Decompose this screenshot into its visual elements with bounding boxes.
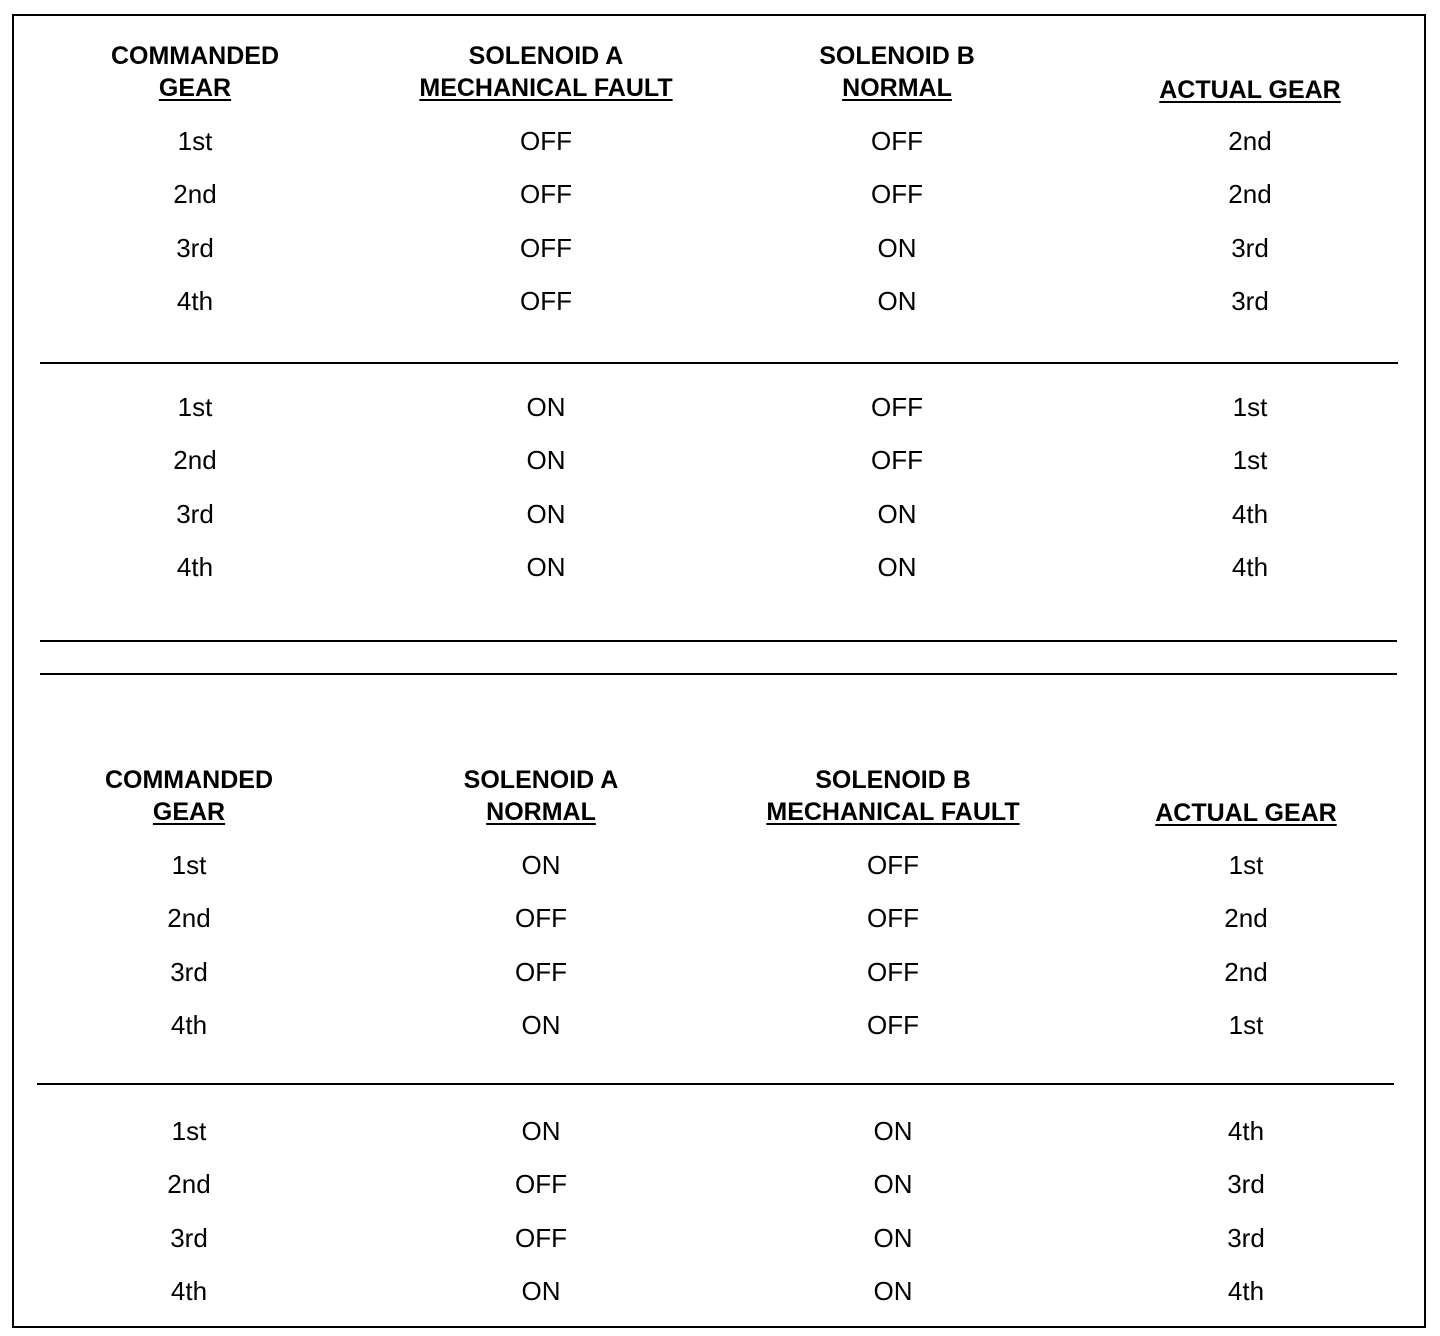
- actual-gear-cell: 3rd: [1231, 232, 1269, 263]
- solenoid-a-cell: ON: [526, 445, 566, 476]
- header-line-1: SOLENOID B: [819, 42, 975, 70]
- commanded-gear-cell: 4th: [176, 285, 214, 316]
- actual-gear-cell: 2nd: [1224, 903, 1268, 934]
- solenoid-a-cell: OFF: [520, 126, 572, 156]
- header-line-1: SOLENOID B: [815, 766, 971, 794]
- header-actual-gear: ACTUAL GEAR: [1159, 76, 1341, 104]
- solenoid-a-cell: ON: [526, 498, 566, 529]
- commanded-gear-cell: 1st: [177, 392, 213, 422]
- commanded-gear-cell: 1st: [171, 1116, 207, 1146]
- solenoid-a-cell: ON: [521, 1116, 561, 1146]
- commanded-gear-cell: 2nd: [167, 903, 211, 934]
- solenoid-a-cell: OFF: [520, 232, 572, 263]
- actual-gear-cell: 4th: [1227, 1275, 1265, 1306]
- solenoid-b-cell: OFF: [871, 126, 923, 156]
- commanded-gear-cell: 3rd: [176, 232, 214, 263]
- solenoid-b-cell: ON: [877, 551, 917, 582]
- actual-gear-cell: 2nd: [1228, 179, 1272, 210]
- commanded-gear-cell: 3rd: [170, 1222, 208, 1253]
- solenoid-b-cell: ON: [873, 1222, 913, 1253]
- actual-gear-cell: 3rd: [1227, 1169, 1265, 1200]
- header-commanded: [0, 40, 395, 104]
- solenoid-b-cell: OFF: [867, 850, 919, 880]
- solenoid-a-cell: OFF: [520, 285, 572, 316]
- actual-gear-cell: 3rd: [1231, 285, 1269, 316]
- header-line-1: SOLENOID A: [463, 766, 619, 794]
- solenoid-b-cell: ON: [873, 1116, 913, 1146]
- actual-gear-cell: 1st: [1228, 1009, 1264, 1040]
- header-line-1: COMMANDED: [110, 42, 280, 70]
- actual-gear-cell: 4th: [1231, 498, 1269, 529]
- header-line-2: NORMAL: [842, 74, 952, 102]
- commanded-gear-cell: 3rd: [176, 498, 214, 529]
- header-line-1: SOLENOID A: [468, 42, 624, 70]
- header-line-1: COMMANDED: [104, 766, 274, 794]
- header-line-2: GEAR: [152, 798, 226, 826]
- actual-gear-cell: 1st: [1228, 850, 1264, 880]
- actual-gear-cell: 2nd: [1224, 956, 1268, 987]
- solenoid-b-cell: OFF: [871, 179, 923, 210]
- header-solenoid-a: [341, 764, 741, 828]
- commanded-gear-cell: 4th: [176, 551, 214, 582]
- commanded-gear-cell: 2nd: [167, 1169, 211, 1200]
- solenoid-b-cell: OFF: [867, 1009, 919, 1040]
- commanded-gear-cell: 2nd: [173, 445, 217, 476]
- solenoid-b-cell: ON: [877, 285, 917, 316]
- header-commanded: [0, 764, 389, 828]
- solenoid-a-cell: OFF: [515, 1222, 567, 1253]
- header-line-2: MECHANICAL FAULT: [419, 74, 673, 102]
- header-solenoid-b: [693, 764, 1093, 828]
- solenoid-b-cell: ON: [873, 1275, 913, 1306]
- solenoid-b-cell: OFF: [871, 392, 923, 422]
- solenoid-a-cell: OFF: [515, 1169, 567, 1200]
- solenoid-a-cell: ON: [521, 1275, 561, 1306]
- header-solenoid-b: [697, 40, 1097, 104]
- solenoid-b-cell: OFF: [867, 903, 919, 934]
- commanded-gear-cell: 4th: [170, 1009, 208, 1040]
- header-line-2: GEAR: [158, 74, 232, 102]
- commanded-gear-cell: 1st: [171, 850, 207, 880]
- solenoid-b-cell: OFF: [867, 956, 919, 987]
- solenoid-a-cell: ON: [521, 850, 561, 880]
- actual-gear-cell: 4th: [1231, 551, 1269, 582]
- actual-gear-cell: 1st: [1232, 392, 1268, 422]
- commanded-gear-cell: 3rd: [170, 956, 208, 987]
- solenoid-a-cell: OFF: [515, 903, 567, 934]
- solenoid-b-cell: ON: [877, 498, 917, 529]
- commanded-gear-cell: 1st: [177, 126, 213, 156]
- group-divider: [40, 362, 1398, 364]
- solenoid-a-cell: ON: [526, 551, 566, 582]
- commanded-gear-cell: 2nd: [173, 179, 217, 210]
- header-line-2: MECHANICAL FAULT: [766, 798, 1020, 826]
- actual-gear-cell: 4th: [1227, 1116, 1265, 1146]
- commanded-gear-cell: 4th: [170, 1275, 208, 1306]
- solenoid-b-cell: ON: [877, 232, 917, 263]
- header-line-2: NORMAL: [486, 798, 596, 826]
- header-actual-gear: ACTUAL GEAR: [1155, 799, 1337, 827]
- header-solenoid-a: [346, 40, 746, 104]
- solenoid-a-cell: ON: [521, 1009, 561, 1040]
- section-divider: [40, 640, 1397, 642]
- solenoid-a-cell: OFF: [515, 956, 567, 987]
- solenoid-b-cell: ON: [873, 1169, 913, 1200]
- solenoid-a-cell: OFF: [520, 179, 572, 210]
- solenoid-a-cell: ON: [526, 392, 566, 422]
- actual-gear-cell: 2nd: [1228, 126, 1272, 156]
- actual-gear-cell: 1st: [1232, 445, 1268, 476]
- section-divider: [40, 673, 1397, 675]
- group-divider: [37, 1083, 1394, 1085]
- actual-gear-cell: 3rd: [1227, 1222, 1265, 1253]
- solenoid-b-cell: OFF: [871, 445, 923, 476]
